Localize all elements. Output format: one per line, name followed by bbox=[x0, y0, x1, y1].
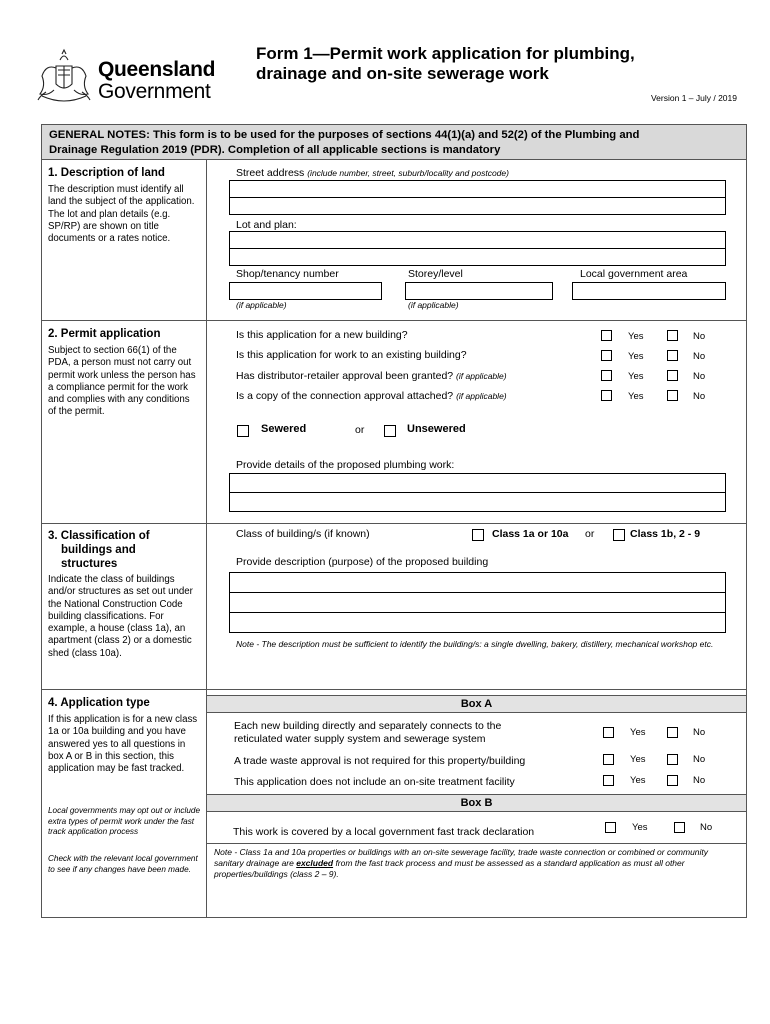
plumbing-details-field-1[interactable] bbox=[229, 473, 726, 493]
a3-no-label: No bbox=[693, 775, 706, 786]
coat-of-arms-icon bbox=[34, 48, 94, 106]
class-of-building-label: Class of building/s (if known) bbox=[236, 528, 370, 540]
storey-level-field[interactable] bbox=[405, 282, 553, 300]
form-title bbox=[256, 44, 716, 84]
unsewered-checkbox[interactable] bbox=[384, 425, 396, 437]
a1-yes-checkbox[interactable] bbox=[603, 727, 614, 738]
local-government-area-label: Local government area bbox=[580, 268, 688, 280]
table-bottom-border bbox=[207, 917, 747, 918]
q3-yes-label: Yes bbox=[628, 371, 644, 382]
class-1b-9-label: Class 1b, 2 - 9 bbox=[630, 528, 701, 540]
section4-title: 4. Application type bbox=[48, 697, 150, 709]
b1-no-checkbox[interactable] bbox=[674, 822, 685, 833]
storey-level-label: Storey/level bbox=[408, 268, 463, 280]
q4-yes-label: Yes bbox=[628, 391, 644, 402]
q1-no-label: No bbox=[693, 331, 706, 342]
lot-plan-field-2[interactable] bbox=[229, 248, 726, 266]
form-title-line1: Form 1—Permit work application for plumbing, bbox=[256, 44, 635, 63]
divider-section-3 bbox=[41, 523, 747, 524]
shop-if-applicable: (if applicable) bbox=[236, 300, 287, 310]
q-connection-approval bbox=[236, 390, 507, 402]
a2-no-label: No bbox=[693, 754, 706, 765]
section2-description: Subject to section 66(1) of the PDA, a person must not carry out permit work unless the person has a compliance permit for the work and complies with any conditions of the permit. bbox=[48, 345, 196, 418]
a2-yes-checkbox[interactable] bbox=[603, 754, 614, 765]
divider-section-2 bbox=[41, 320, 747, 321]
sewered-label: Sewered bbox=[261, 423, 307, 435]
general-notes-line1: GENERAL NOTES: This form is to be used for the purposes of sections 44(1)(a) and 52(2) of the Plumbing and bbox=[49, 129, 640, 141]
sewered-or-label: or bbox=[355, 424, 365, 436]
section3-note: Note - The description must be sufficient to identify the building/s: a single dwelling, bakery, distillery, mechanical workshop etc. bbox=[236, 639, 714, 649]
q-distributor-approval bbox=[236, 370, 507, 382]
general-notes-line2: Drainage Regulation 2019 (PDR). Completion of all applicable sections is mandatory bbox=[49, 144, 501, 156]
box-a-q1-line1: Each new building directly and separately connects to the bbox=[234, 720, 502, 732]
section4-note bbox=[214, 847, 734, 880]
street-address-field-1[interactable] bbox=[229, 180, 726, 198]
b1-yes-label: Yes bbox=[632, 822, 648, 833]
section3-title-line3: structures bbox=[61, 558, 118, 570]
class-1a-10a-label: Class 1a or 10a bbox=[492, 528, 569, 540]
class-1b-9-checkbox[interactable] bbox=[613, 529, 625, 541]
general-notes bbox=[41, 124, 747, 160]
a1-no-checkbox[interactable] bbox=[667, 727, 678, 738]
q3-text: Has distributor-retailer approval been granted? bbox=[236, 370, 454, 382]
table-right-border bbox=[746, 160, 747, 918]
q3-no-checkbox[interactable] bbox=[667, 370, 678, 381]
shop-tenancy-field[interactable] bbox=[229, 282, 382, 300]
b1-no-label: No bbox=[700, 822, 713, 833]
section3-title-line2: buildings and bbox=[61, 544, 136, 556]
section1-description: The description must identify all land the subject of the application. The lot and plan details (e.g. SP/RP) are shown on title documents or a rates notice. bbox=[48, 184, 195, 245]
q3-if-applicable: (if applicable) bbox=[456, 371, 507, 381]
street-address-label-text: Street address bbox=[236, 167, 305, 179]
section3-title-line1: 3. Classification of bbox=[48, 530, 150, 542]
street-address-label bbox=[236, 167, 509, 179]
a3-no-checkbox[interactable] bbox=[667, 775, 678, 786]
street-address-field-2[interactable] bbox=[229, 197, 726, 215]
class-1a-10a-checkbox[interactable] bbox=[472, 529, 484, 541]
logo-queensland-text: Queensland bbox=[98, 58, 216, 81]
street-address-hint: (include number, street, suburb/locality and postcode) bbox=[307, 168, 509, 178]
shop-tenancy-label: Shop/tenancy number bbox=[236, 268, 339, 280]
unsewered-label: Unsewered bbox=[407, 423, 466, 435]
q4-no-checkbox[interactable] bbox=[667, 390, 678, 401]
queensland-government-logo bbox=[34, 48, 214, 108]
section3-description: Indicate the class of buildings and/or structures as set out under the National Construction Code building classifications. For example, a house (class 1a), an apartment (class 2) or a domestic shed (class 10a). bbox=[48, 574, 193, 659]
box-a-header: Box A bbox=[207, 695, 746, 713]
lot-plan-field-1[interactable] bbox=[229, 231, 726, 249]
a1-yes-label: Yes bbox=[630, 727, 646, 738]
plumbing-details-field-2[interactable] bbox=[229, 492, 726, 512]
q2-no-checkbox[interactable] bbox=[667, 350, 678, 361]
sewered-checkbox[interactable] bbox=[237, 425, 249, 437]
q3-no-label: No bbox=[693, 371, 706, 382]
q1-yes-checkbox[interactable] bbox=[601, 330, 612, 341]
box-a-q1 bbox=[234, 720, 501, 746]
a3-yes-checkbox[interactable] bbox=[603, 775, 614, 786]
section3-title bbox=[48, 529, 150, 571]
section2-title: 2. Permit application bbox=[48, 328, 161, 340]
box-a-q2: A trade waste approval is not required for this property/building bbox=[234, 755, 526, 767]
q4-no-label: No bbox=[693, 391, 706, 402]
section4-note-excluded: excluded bbox=[296, 858, 334, 868]
building-description-field-3[interactable] bbox=[229, 612, 726, 633]
form-title-line2: drainage and on-site sewerage work bbox=[256, 64, 549, 83]
a2-no-checkbox[interactable] bbox=[667, 754, 678, 765]
q2-yes-label: Yes bbox=[628, 351, 644, 362]
b1-yes-checkbox[interactable] bbox=[605, 822, 616, 833]
building-description-field-2[interactable] bbox=[229, 592, 726, 613]
storey-if-applicable: (if applicable) bbox=[408, 300, 459, 310]
section4-optout-note: Local governments may opt out or include extra types of permit work under the fast track application process bbox=[48, 806, 201, 836]
q2-no-label: No bbox=[693, 351, 706, 362]
version-label: Version 1 – July / 2019 bbox=[650, 93, 737, 103]
class-or-label: or bbox=[585, 528, 595, 540]
plumbing-details-label: Provide details of the proposed plumbing work: bbox=[236, 459, 455, 471]
a1-no-label: No bbox=[693, 727, 706, 738]
q1-yes-label: Yes bbox=[628, 331, 644, 342]
section4-note-part1: Note - Class 1a and 10a properties or buildings with an on-site sewerage facility, trade waste connection or combined or community sanitary drainage are bbox=[214, 847, 709, 868]
building-description-label: Provide description (purpose) of the proposed building bbox=[236, 556, 489, 568]
q-existing-building: Is this application for work to an existing building? bbox=[236, 349, 467, 361]
divider-section-4 bbox=[41, 689, 747, 690]
a2-yes-label: Yes bbox=[630, 754, 646, 765]
lot-plan-label: Lot and plan: bbox=[236, 219, 297, 231]
box-b-divider bbox=[207, 843, 747, 844]
q4-yes-checkbox[interactable] bbox=[601, 390, 612, 401]
box-b-q1: This work is covered by a local government fast track declaration bbox=[233, 826, 535, 838]
q3-yes-checkbox[interactable] bbox=[601, 370, 612, 381]
q4-if-applicable: (if applicable) bbox=[456, 391, 507, 401]
q1-no-checkbox[interactable] bbox=[667, 330, 678, 341]
a3-yes-label: Yes bbox=[630, 775, 646, 786]
local-government-area-field[interactable] bbox=[572, 282, 726, 300]
box-a-q1-line2: reticulated water supply system and sewerage system bbox=[234, 733, 486, 745]
section4-description: If this application is for a new class 1a or 10a building and you have answered yes to all questions in box A or B in this section, this application may be fast tracked. bbox=[48, 714, 198, 775]
section4-check-note: Check with the relevant local government to see if any changes have been made. bbox=[48, 854, 198, 874]
q-new-building: Is this application for a new building? bbox=[236, 329, 408, 341]
section1-title: 1. Description of land bbox=[48, 167, 165, 179]
q2-yes-checkbox[interactable] bbox=[601, 350, 612, 361]
building-description-field-1[interactable] bbox=[229, 572, 726, 593]
box-b-header: Box B bbox=[207, 794, 746, 812]
box-a-q3: This application does not include an on-site treatment facility bbox=[234, 776, 515, 788]
section4-note-part2: from the fast track process and must be assessed as a standard application as must all other properties/buildings (class 2 – 9). bbox=[214, 858, 685, 879]
logo-government-text: Government bbox=[98, 80, 211, 103]
q4-text: Is a copy of the connection approval attached? bbox=[236, 390, 454, 402]
